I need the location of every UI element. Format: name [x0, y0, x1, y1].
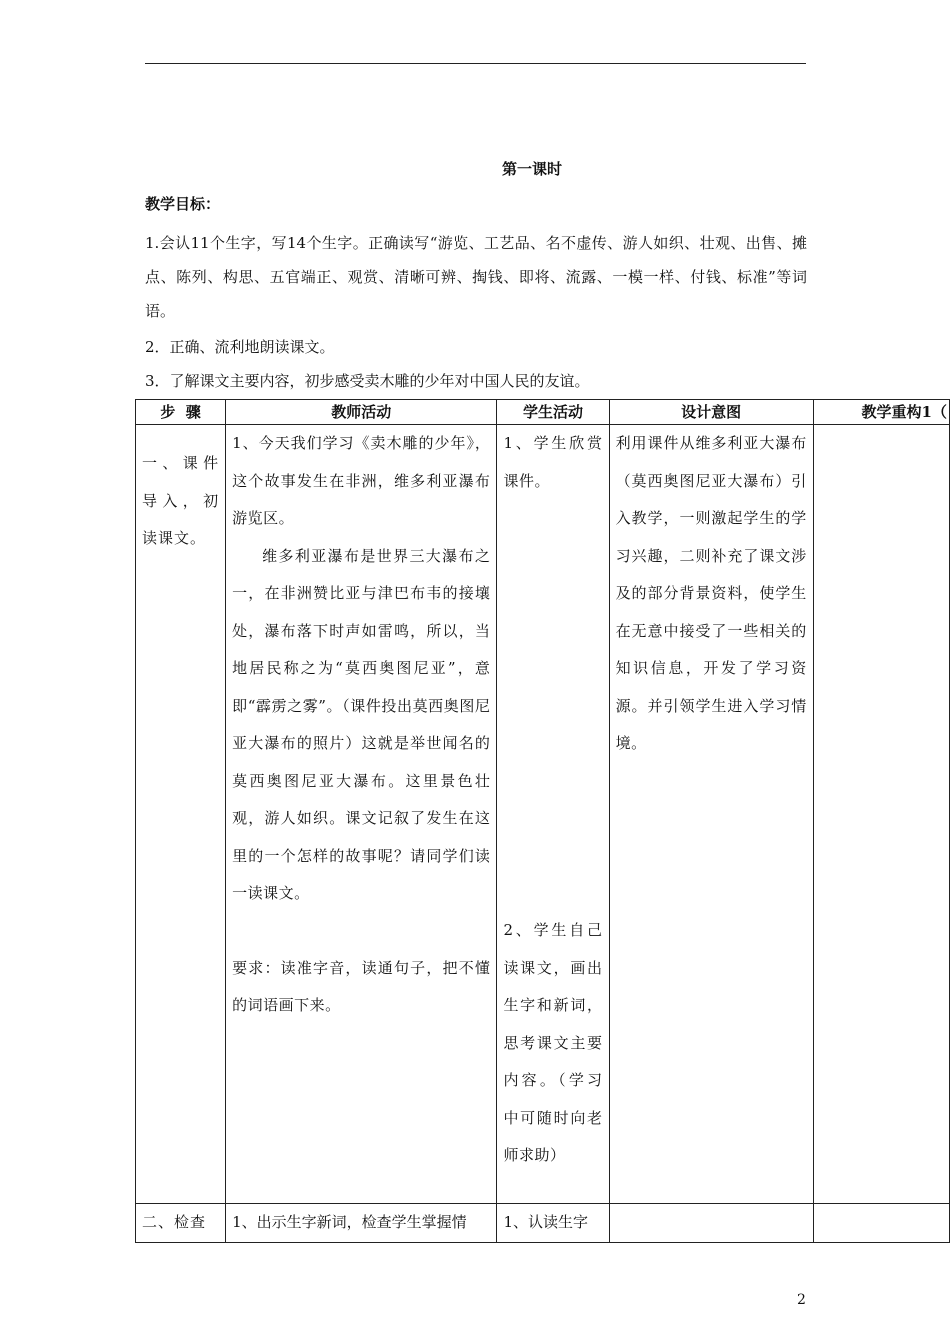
step-cell: 一、课件导入，初读课文。 — [136, 425, 226, 1204]
page-number: 2 — [797, 1292, 806, 1308]
teacher-paragraph: 维多利亚瀑布是世界三大瀑布之一，在非洲赞比亚与津巴布韦的接壤处，瀑布落下时声如雷鸣，所以，当地居民称之为“莫西奥图尼亚”，意即“霹雳之雾”。（课件投出莫西奥图尼亚大瀑布的照片）这就是举世闻名的莫西奥图尼亚大瀑布。这里景色壮观，游人如织。课文记叙了发生在这里的一个怎样的故事呢？请同学们读一读课文。 — [232, 546, 491, 902]
header-rule — [145, 63, 806, 64]
objective-1: 1.会认11个生字，写14个生字。正确读写“游览、工艺品、名不虚传、游人如织、壮观、出售、摊点、陈列、构思、五官端正、观赏、清晰可辨、掏钱、即将、流露、一模一样、付钱、标准”等词语。 — [145, 234, 807, 320]
table-row — [136, 425, 950, 1204]
step-cell: 二、检查 — [136, 1204, 226, 1243]
lesson-plan-table — [135, 399, 950, 1243]
student-paragraph: 2、学生自己读课文，画出生字和新词，思考课文主要内容。（学习中可随时向老师求助） — [503, 921, 603, 1164]
lesson-title: 第一课时 — [501, 160, 562, 178]
student-activity-cell: 1、认读生字 — [497, 1204, 609, 1243]
header-teacher-activity: 教师活动 — [226, 400, 497, 425]
table-header-row — [136, 400, 950, 425]
table-row — [136, 1204, 950, 1243]
header-step: 步 骤 — [136, 400, 226, 425]
teacher-paragraph: 要求：读准字音，读通句子，把不懂的词语画下来。 — [232, 958, 491, 1014]
header-student-activity: 学生活动 — [497, 400, 609, 425]
objectives-heading: 教学目标： — [145, 195, 221, 213]
objective-3: 3．了解课文主要内容，初步感受卖木雕的少年对中国人民的友谊。 — [145, 372, 590, 390]
teaching-rebuild-cell — [813, 425, 949, 1204]
student-paragraph: 1、学生欣赏课件。 — [503, 434, 603, 490]
design-intent-cell — [609, 1204, 813, 1243]
design-intent-cell: 利用课件从维多利亚大瀑布（莫西奥图尼亚大瀑布）引入教学，一则激起学生的学习兴趣，二则补充了课文涉及的部分背景资料，使学生在无意中接受了一些相关的知识信息，开发了学习资源。并引领学生进入学习情境。 — [609, 425, 813, 1204]
student-activity-cell — [497, 425, 609, 1204]
header-design-intent: 设计意图 — [609, 400, 813, 425]
teacher-paragraph: 1、今天我们学习《卖木雕的少年》，这个故事发生在非洲，维多利亚瀑布游览区。 — [232, 434, 491, 527]
teaching-rebuild-cell — [813, 1204, 949, 1243]
header-teaching-rebuild: 教学重构1（ — [813, 400, 949, 425]
objective-2: 2．正确、流利地朗读课文。 — [145, 338, 335, 356]
teacher-activity-cell: 1、出示生字新词，检查学生掌握情 — [226, 1204, 497, 1243]
teacher-activity-cell — [226, 425, 497, 1204]
